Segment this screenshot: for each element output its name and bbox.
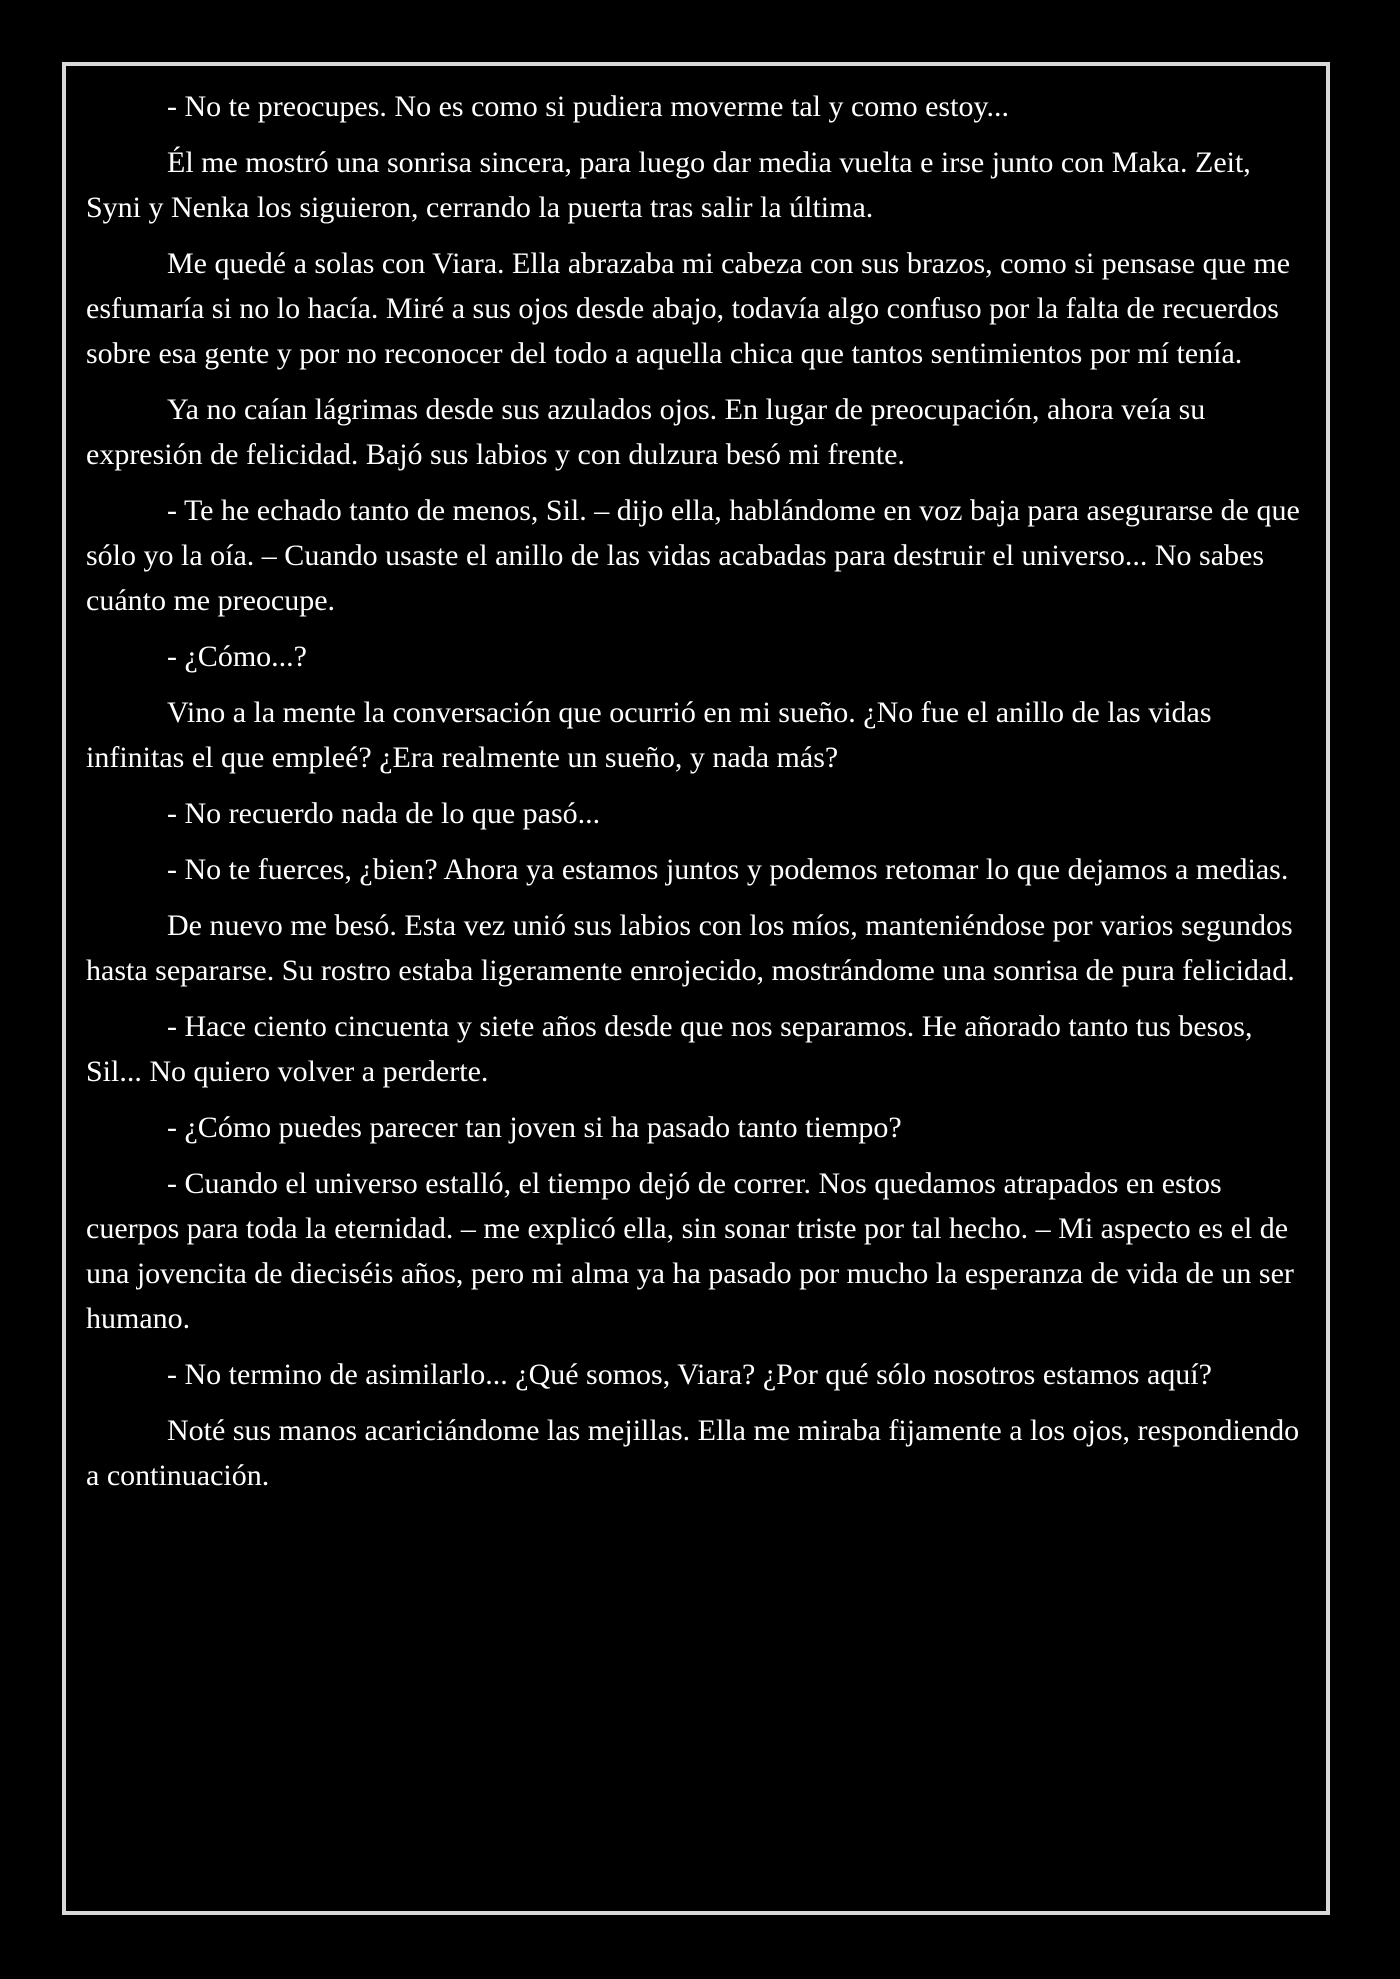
paragraph: Ya no caían lágrimas desde sus azulados ojos. En lugar de preocupación, ahora veía su expresión de felicidad. Bajó sus labios y con dulzura besó mi frente. [86, 393, 1206, 471]
paragraph: De nuevo me besó. Esta vez unió sus labios con los míos, manteniéndose por varios segundos hasta separarse. Su rostro estaba ligeramente enrojecido, mostrándome una sonrisa de pura felicidad. [86, 909, 1295, 987]
paragraph: - ¿Cómo...? [167, 640, 307, 673]
paragraph: - ¿Cómo puedes parecer tan joven si ha pasado tanto tiempo? [167, 1111, 902, 1144]
paragraph: - No te fuerces, ¿bien? Ahora ya estamos juntos y podemos retomar lo que dejamos a medias. [167, 853, 1289, 886]
paragraph: Noté sus manos acariciándome las mejillas. Ella me miraba fijamente a los ojos, respondiendo a continuación. [86, 1414, 1300, 1492]
paragraph: Me quedé a solas con Viara. Ella abrazaba mi cabeza con sus brazos, como si pensase que me esfumaría si no lo hacía. Miré a sus ojos desde abajo, todavía algo confuso por la falta de recuerdos sobre esa gente y por no reconocer del todo a aquella chica que tantos sentimientos por mí tenía. [86, 247, 1291, 370]
paragraph: Él me mostró una sonrisa sincera, para luego dar media vuelta e irse junto con Maka. Zeit, Syni y Nenka los siguieron, cerrando la puerta tras salir la última. [86, 146, 1251, 224]
paragraph: - Hace ciento cincuenta y siete años desde que nos separamos. He añorado tanto tus besos, Sil... No quiero volver a perderte. [86, 1010, 1253, 1088]
paragraph: - No termino de asimilarlo... ¿Qué somos, Viara? ¿Por qué sólo nosotros estamos aquí? [167, 1358, 1212, 1391]
story-text [86, 84, 1306, 1509]
paragraph: Vino a la mente la conversación que ocurrió en mi sueño. ¿No fue el anillo de las vidas infinitas el que empleé? ¿Era realmente un sueño, y nada más? [86, 696, 1212, 774]
paragraph: - No te preocupes. No es como si pudiera moverme tal y como estoy... [167, 90, 1009, 123]
paragraph: - Cuando el universo estalló, el tiempo dejó de correr. Nos quedamos atrapados en estos cuerpos para toda la eternidad. – me explicó ella, sin sonar triste por tal hecho. – Mi aspecto es el de una jovencita de dieciséis años, pero mi alma ya ha pasado por mucho la esperanza de vida de un ser humano. [86, 1167, 1294, 1335]
page-frame [62, 62, 1330, 1915]
paragraph: - Te he echado tanto de menos, Sil. – dijo ella, hablándome en voz baja para asegurarse de que sólo yo la oía. – Cuando usaste el anillo de las vidas acabadas para destruir el universo... No sabes cuánto me preocupe. [86, 494, 1300, 617]
paragraph: - No recuerdo nada de lo que pasó... [167, 797, 601, 830]
